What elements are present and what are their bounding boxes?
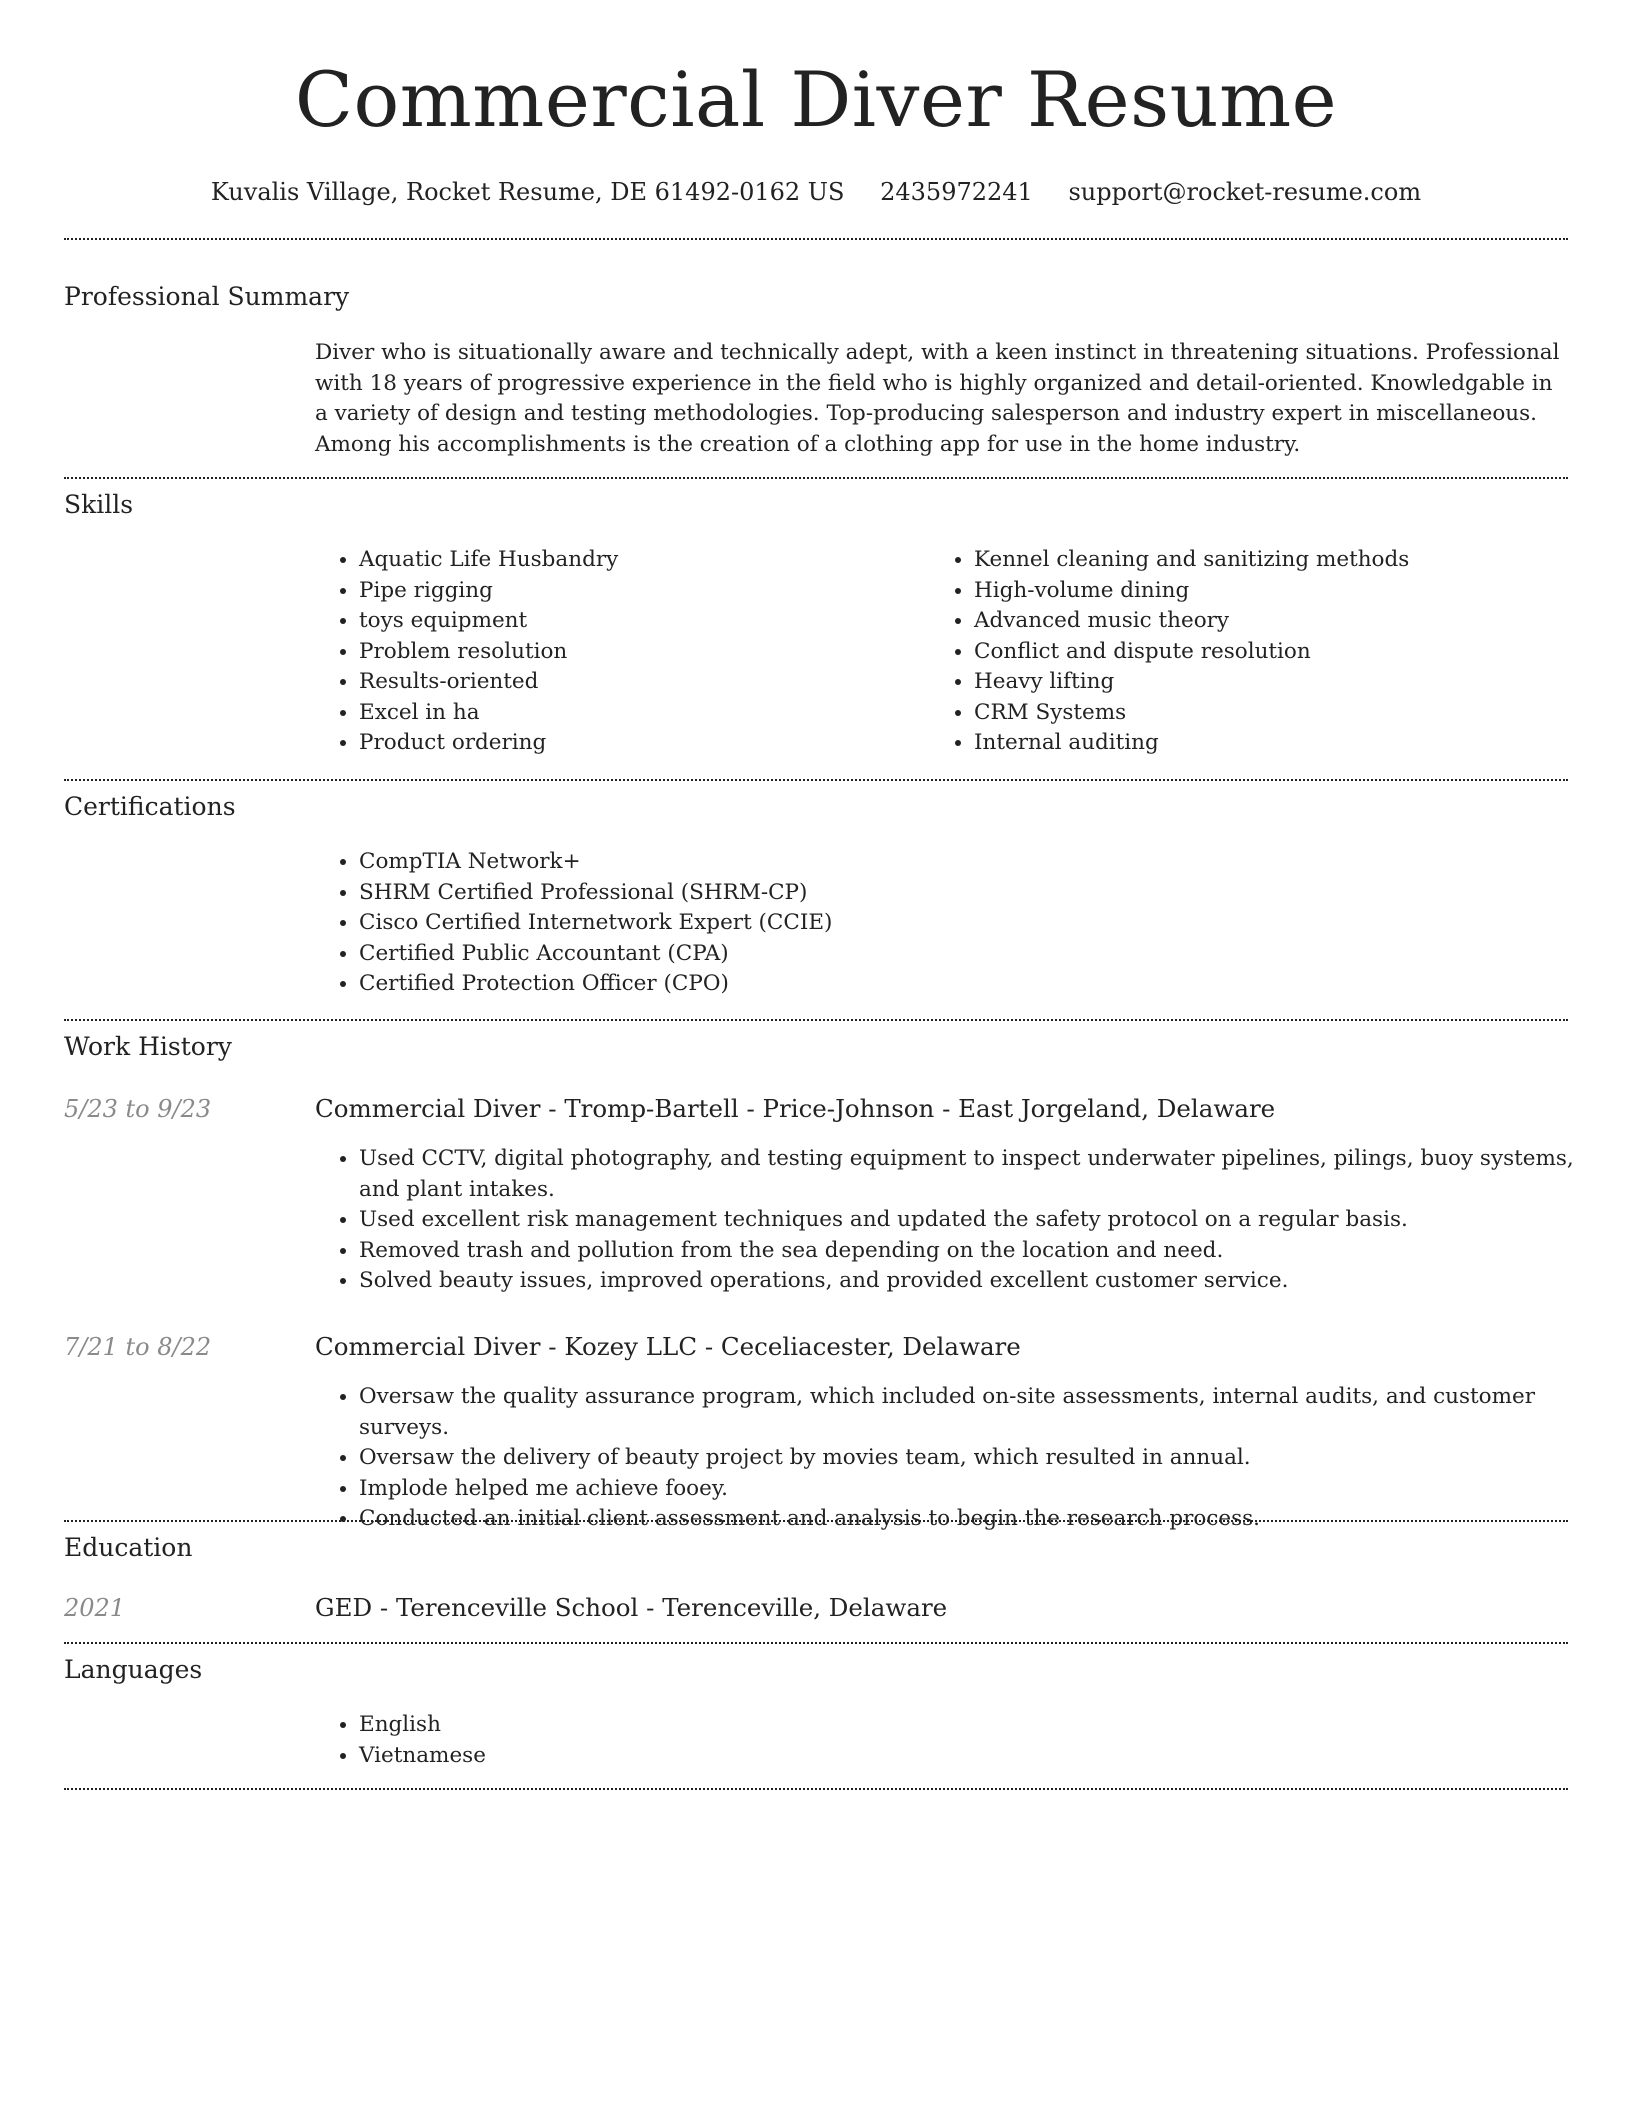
job-bullet: • Used excellent risk management techniques and updated the safety protocol on a regular basis.: [359, 1205, 1579, 1236]
skill-item: • High-volume dining: [974, 576, 1594, 607]
section-divider: [64, 238, 1568, 240]
language-item: • Vietnamese: [359, 1741, 959, 1772]
contact-line: [0, 176, 1632, 208]
job-dates: 7/21 to 8/22: [64, 1333, 212, 1361]
job-bullet: • Used CCTV, digital photography, and testing equipment to inspect underwater pipelines, pilings, buoy systems, and plant intakes.: [359, 1144, 1579, 1205]
skill-item: • Pipe rigging: [359, 576, 919, 607]
contact-phone: 2435972241: [880, 178, 1033, 206]
education-entry: GED - Terenceville School - Terenceville, Delaware: [315, 1593, 948, 1622]
skill-item: • Advanced music theory: [974, 606, 1594, 637]
skill-item: • CRM Systems: [974, 698, 1594, 729]
job-dates: 5/23 to 9/23: [64, 1095, 212, 1123]
job-title: Commercial Diver - Kozey LLC - Ceceliacester, Delaware: [315, 1332, 1021, 1361]
education-year: 2021: [64, 1594, 126, 1622]
skills-list-left: [315, 545, 919, 759]
job-bullets: [315, 1382, 1599, 1535]
certification-item: • Certified Public Accountant (CPA): [359, 939, 1559, 970]
certification-item: • CompTIA Network+: [359, 847, 1559, 878]
summary-text: Diver who is situationally aware and technically adept, with a keen instinct in threatening situations. Professional with 18 years of progressive experience in the field who is highly organized and detail-oriented. Knowledgable in a variety of design and testing methodologies. Top-producing salesperson and industry expert in miscellaneous. Among his accomplishments is the creation of a clothing app for use in the home industry.: [315, 340, 1560, 457]
skill-item: • Results-oriented: [359, 667, 919, 698]
skill-item: • Heavy lifting: [974, 667, 1594, 698]
certification-item: • SHRM Certified Professional (SHRM-CP): [359, 878, 1559, 909]
skill-item: • Kennel cleaning and sanitizing methods: [974, 545, 1594, 576]
job-bullet: • Oversaw the delivery of beauty project by movies team, which resulted in annual.: [359, 1443, 1599, 1474]
job-bullet: • Implode helped me achieve fooey.: [359, 1474, 1599, 1505]
certifications-heading: Certifications: [64, 792, 236, 821]
languages-heading: Languages: [64, 1655, 203, 1684]
job-bullets: [315, 1144, 1579, 1297]
section-divider: [64, 1642, 1568, 1644]
skill-item: • Internal auditing: [974, 728, 1594, 759]
job-bullet: • Conducted an initial client assessment and analysis to begin the research process.: [359, 1504, 1599, 1535]
resume-title: Commercial Diver Resume: [294, 55, 1338, 144]
certifications-list: [315, 847, 1559, 1000]
contact-email: support@rocket-resume.com: [1068, 178, 1422, 206]
language-item: • English: [359, 1710, 959, 1741]
section-divider: [64, 477, 1568, 479]
job-bullet: • Solved beauty issues, improved operations, and provided excellent customer service.: [359, 1266, 1579, 1297]
section-divider: [64, 1520, 1568, 1522]
work-history-heading: Work History: [64, 1032, 232, 1061]
skills-heading: Skills: [64, 490, 134, 519]
skill-item: • Problem resolution: [359, 637, 919, 668]
skill-item: • Product ordering: [359, 728, 919, 759]
education-heading: Education: [64, 1533, 193, 1562]
job-bullet: • Oversaw the quality assurance program, which included on-site assessments, internal audits, and customer surveys.: [359, 1382, 1599, 1443]
certification-item: • Cisco Certified Internetwork Expert (CCIE): [359, 908, 1559, 939]
certification-item: • Certified Protection Officer (CPO): [359, 969, 1559, 1000]
skill-item: • Excel in ha: [359, 698, 919, 729]
job-bullet: • Removed trash and pollution from the sea depending on the location and need.: [359, 1236, 1579, 1267]
section-divider: [64, 1019, 1568, 1021]
contact-address: Kuvalis Village, Rocket Resume, DE 61492-0162 US: [210, 178, 845, 206]
skill-item: • Aquatic Life Husbandry: [359, 545, 919, 576]
section-divider: [64, 1788, 1568, 1790]
resume-header: [0, 0, 1632, 208]
skill-item: • Conflict and dispute resolution: [974, 637, 1594, 668]
section-divider: [64, 779, 1568, 781]
skill-item: • toys equipment: [359, 606, 919, 637]
languages-list: [315, 1710, 959, 1771]
job-title: Commercial Diver - Tromp-Bartell - Price-Johnson - East Jorgeland, Delaware: [315, 1094, 1276, 1123]
skills-list-right: [930, 545, 1594, 759]
summary-heading: Professional Summary: [64, 282, 350, 311]
